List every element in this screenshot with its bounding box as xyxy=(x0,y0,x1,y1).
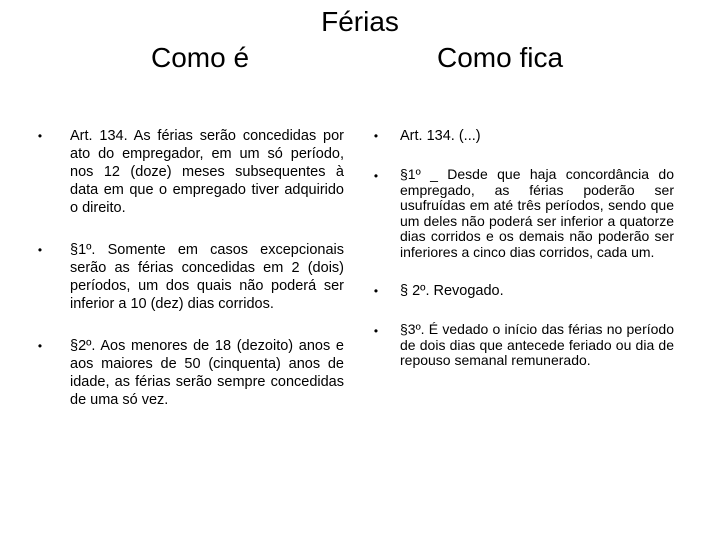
right-column-list xyxy=(370,127,674,391)
right-item-text-2: §1º _ Desde que haja concordância do empregado, as férias poderão ser usufruídas em até três períodos, sendo que um deles não poderá ser inferior a quatorze dias corridos e os demais não poderão ser inferiores a cinco dias corridos, cada um. xyxy=(400,166,674,260)
right-list-item-4 xyxy=(370,322,674,369)
left-list-item-3 xyxy=(34,337,344,409)
right-list-item-3 xyxy=(370,282,674,300)
left-item-text-1: Art. 134. As férias serão concedidas por ato do empregador, em um só período, nos 12 (doze) meses subsequentes à data em que o empregado tiver adquirido o direito. xyxy=(70,128,344,216)
right-list-item-2 xyxy=(370,167,674,260)
slide-title: Férias xyxy=(321,6,399,37)
right-item-text-4: §3º. É vedado o início das férias no período de dois dias que antecede feriado ou dia de repouso semanal remunerado. xyxy=(400,321,674,368)
right-item-text-3: § 2º. Revogado. xyxy=(400,283,504,299)
left-item-text-3: §2º. Aos menores de 18 (dezoito) anos e aos maiores de 50 (cinquenta) anos de idade, as férias serão sempre concedidas de uma só vez. xyxy=(70,338,344,408)
bullet-icon: • xyxy=(373,324,379,338)
bullet-icon: • xyxy=(37,339,43,353)
bullet-icon: • xyxy=(37,129,43,143)
right-column-heading: Como fica xyxy=(436,42,564,73)
bullet-icon: • xyxy=(373,129,379,143)
bullet-icon: • xyxy=(37,243,43,257)
bullet-icon: • xyxy=(373,169,379,183)
right-item-text-1: Art. 134. (...) xyxy=(400,128,481,144)
left-column-heading: Como é xyxy=(150,42,250,73)
right-list-item-1 xyxy=(370,127,674,145)
left-column-list xyxy=(34,127,344,433)
left-list-item-2 xyxy=(34,241,344,313)
left-item-text-2: §1º. Somente em casos excepcionais serão as férias concedidas em 2 (dois) períodos, um dos quais não poderá ser inferior a 10 (dez) dias corridos. xyxy=(70,242,344,312)
left-list-item-1 xyxy=(34,127,344,217)
bullet-icon: • xyxy=(373,284,379,298)
